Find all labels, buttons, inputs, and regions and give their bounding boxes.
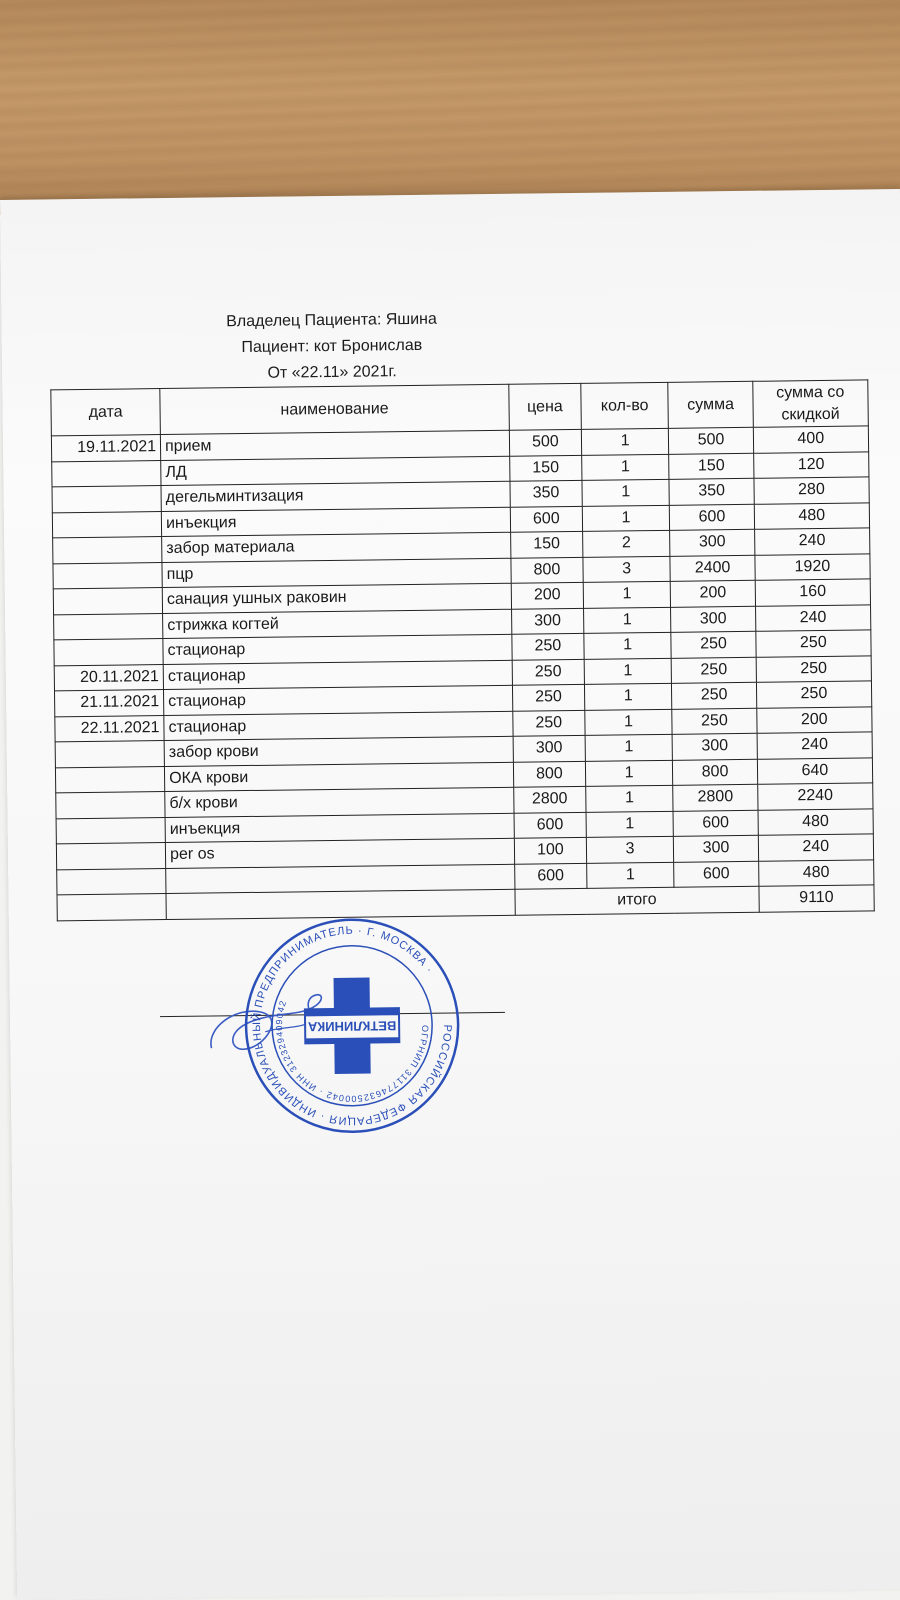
cell-date: [57, 868, 166, 895]
cell-name: ЛД: [161, 456, 510, 486]
cell-sum: 500: [669, 427, 754, 454]
cell-date: [55, 766, 164, 793]
cell-discount: 480: [758, 859, 874, 886]
col-header-price: цена: [509, 383, 582, 430]
cell-date: [53, 562, 162, 589]
cell-qty: 3: [583, 556, 671, 583]
cell-qty: 1: [586, 785, 674, 812]
cell-name: забор крови: [164, 736, 513, 766]
cell-date: 19.11.2021: [51, 435, 160, 462]
cell-name: стационар: [164, 685, 513, 715]
cell-qty: 3: [586, 836, 674, 863]
cell-qty: 1: [585, 734, 673, 761]
cell-price: 600: [510, 506, 582, 532]
cell-discount: 640: [757, 757, 873, 784]
cell-price: 200: [511, 582, 583, 608]
cell-price: 300: [513, 735, 585, 761]
col-header-qty: кол-во: [581, 382, 669, 429]
cell-name: стационар: [163, 660, 512, 690]
cell-date: [56, 817, 165, 844]
total-empty-date: [57, 894, 166, 921]
cell-sum: 250: [672, 682, 757, 709]
cell-discount: 160: [755, 579, 871, 606]
cell-sum: 2400: [670, 555, 755, 582]
cell-name: дегельминтизация: [161, 481, 510, 511]
cell-sum: 300: [672, 733, 757, 760]
col-header-name: наименование: [160, 384, 509, 434]
cell-discount: 2240: [757, 783, 873, 810]
cell-name: стационар: [164, 711, 513, 741]
cell-price: 350: [510, 480, 582, 506]
cell-name: инъекция: [165, 813, 514, 843]
cell-discount: 240: [754, 528, 870, 555]
cell-qty: 1: [582, 479, 670, 506]
cell-price: 800: [513, 761, 585, 787]
cell-date: [52, 460, 161, 487]
col-header-sum: сумма: [668, 381, 753, 428]
cell-discount: 1920: [755, 553, 871, 580]
cell-qty: 1: [583, 581, 671, 608]
cell-date: 22.11.2021: [55, 715, 164, 742]
stamp-brand: ВЕТКЛИНИКА: [307, 1018, 397, 1035]
cell-sum: 250: [671, 631, 756, 658]
cell-sum: 250: [671, 657, 756, 684]
cell-price: 800: [511, 557, 583, 583]
cell-date: [54, 613, 163, 640]
cell-discount: 400: [753, 426, 869, 453]
cell-name: забор материала: [162, 532, 511, 562]
cell-qty: 1: [584, 632, 672, 659]
invoice-header: [171, 306, 492, 388]
cell-sum: 350: [669, 478, 754, 505]
cell-date: [55, 741, 164, 768]
stamp-outer-text: РОССИЙСКАЯ ФЕДЕРАЦИЯ · ИНДИВИДУАЛЬНЫЙ ПРЕДПРИНИМАТЕЛЬ · Г. МОСКВА ·: [251, 924, 454, 1127]
cell-qty: 1: [584, 658, 672, 685]
total-empty-name: [166, 889, 515, 919]
cell-price: 250: [512, 633, 584, 659]
cell-discount: 240: [755, 604, 871, 631]
cell-sum: 200: [671, 580, 756, 607]
cell-sum: 2800: [673, 784, 758, 811]
cell-price: 500: [509, 429, 581, 455]
cell-name: ОКА крови: [164, 762, 513, 792]
cell-discount: 250: [756, 655, 872, 682]
cell-name: пцр: [162, 558, 511, 588]
cell-name: per os: [165, 838, 514, 868]
cell-name: прием: [160, 430, 509, 460]
cell-name: стационар: [163, 634, 512, 664]
invoice-sheet: [0, 189, 900, 1600]
cell-qty: 1: [581, 428, 669, 455]
cell-discount: 200: [756, 706, 872, 733]
cell-date: 21.11.2021: [55, 690, 164, 717]
cell-date: [52, 511, 161, 538]
cell-qty: 1: [586, 811, 674, 838]
cell-discount: 480: [754, 502, 870, 529]
cell-sum: 300: [674, 835, 759, 862]
cell-price: 300: [511, 608, 583, 634]
cell-discount: 250: [756, 681, 872, 708]
wooden-desk-background: [0, 0, 900, 215]
cell-discount: 280: [754, 477, 870, 504]
cell-discount: 240: [757, 732, 873, 759]
cell-discount: 480: [758, 808, 874, 835]
cell-qty: 1: [582, 454, 670, 481]
cell-qty: 1: [582, 505, 670, 532]
cell-qty: 2: [582, 530, 670, 557]
cell-discount: 120: [753, 451, 869, 478]
cell-price: 600: [515, 863, 587, 889]
cell-name: санация ушных раковин: [162, 583, 511, 613]
cell-date: 20.11.2021: [54, 664, 163, 691]
cell-price: 100: [514, 837, 586, 863]
cell-name: инъекция: [161, 507, 510, 537]
cell-date: [53, 588, 162, 615]
cell-sum: 300: [671, 606, 756, 633]
clinic-stamp: [241, 914, 464, 1137]
stamp-inner-text: ОГРНИП 311774632500042 · ИНН 312329409042: [274, 998, 431, 1104]
col-header-discount: сумма со скидкой: [752, 380, 868, 427]
total-value: 9110: [759, 885, 875, 912]
cell-price: 150: [510, 455, 582, 481]
cell-date: [56, 843, 165, 870]
cell-sum: 800: [673, 759, 758, 786]
cell-price: 2800: [514, 786, 586, 812]
cell-qty: 1: [587, 862, 675, 889]
cell-sum: 300: [670, 529, 755, 556]
owner-line: Владелец Пациента: Яшина: [226, 310, 437, 331]
date-line: От «22.11» 2021г.: [267, 363, 397, 382]
cell-price: 250: [513, 710, 585, 736]
cell-name: б/х крови: [165, 787, 514, 817]
col-header-date: дата: [51, 389, 161, 436]
cell-sum: 600: [673, 810, 758, 837]
cell-qty: 1: [584, 683, 672, 710]
cell-date: [52, 486, 161, 513]
cell-qty: 1: [585, 760, 673, 787]
cell-qty: 1: [583, 607, 671, 634]
cell-date: [54, 639, 163, 666]
cell-price: 600: [514, 812, 586, 838]
cell-qty: 1: [585, 709, 673, 736]
patient-line: Пациент: кот Бронислав: [241, 336, 423, 357]
cell-sum: 600: [670, 504, 755, 531]
cell-date: [56, 792, 165, 819]
cell-discount: 250: [756, 630, 872, 657]
cell-sum: 250: [672, 708, 757, 735]
total-label: итого: [515, 886, 759, 914]
cell-price: 250: [512, 659, 584, 685]
cell-sum: 600: [674, 861, 759, 888]
cell-discount: 240: [758, 834, 874, 861]
cell-sum: 150: [669, 453, 754, 480]
cell-name: стрижка когтей: [163, 609, 512, 639]
cell-price: 150: [510, 531, 582, 557]
cell-date: [53, 537, 162, 564]
services-table: [50, 379, 874, 920]
cell-price: 250: [512, 684, 584, 710]
